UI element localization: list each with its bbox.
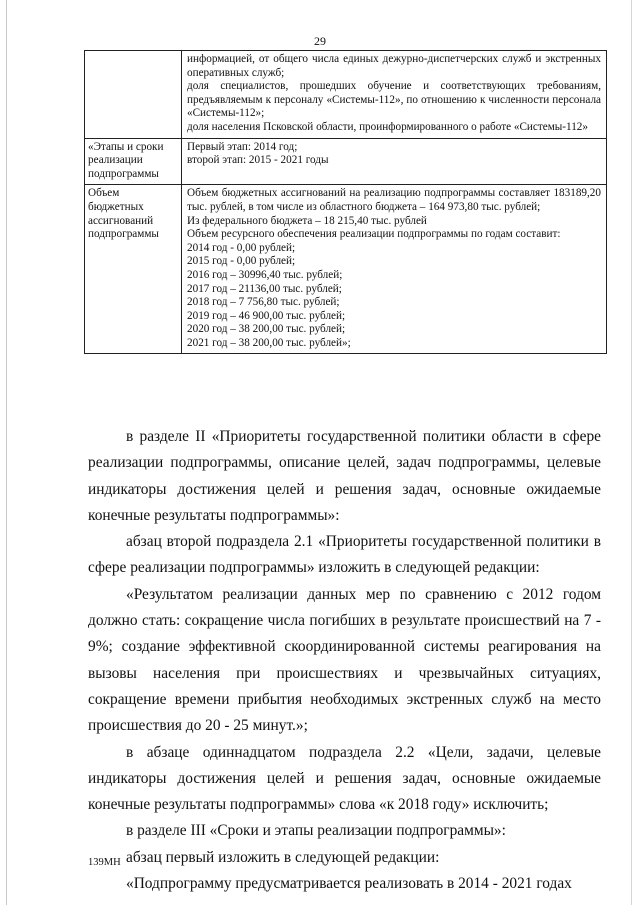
body-paragraph: в абзаце одиннадцатом подраздела 2.2 «Цели, задачи, целевые индикаторы достижения целей и решения задач, основные ожидаемые конечные результаты подпрограммы» слова «к 2018 году» исключить; [88,743,601,814]
row-label-stages: «Этапы и сроки реализации подпрограммы [85,138,182,185]
indicator-paragraph: доля населения Псковской области, проинформированного о работе «Системы-112» [187,120,588,133]
row-content [182,185,607,354]
document-code: 139МН [88,857,121,868]
row-label [85,51,182,139]
year-line: 2018 год – 7 756,80 тыс. рублей; [187,296,340,309]
year-line: 2015 год - 0,00 рублей; [187,255,296,268]
budget-intro: Объем бюджетных ассигнований на реализацию подпрограммы составляет 183189,20 тыс. рублей, в том числе из областного бюджета – 164 973,80 тыс. рублей; [187,187,601,213]
row-content [182,138,607,185]
indicator-paragraph: информацией, от общего числа единых дежурно-диспетчерских служб и экстренных оперативных служб; [187,53,601,79]
table-row [85,51,607,139]
document-body [88,424,601,897]
resource-intro: Объем ресурсного обеспечения реализации подпрограммы по годам составит: [187,228,561,241]
body-paragraph: абзац второй подраздела 2.1 «Приоритеты государственной политики в сфере реализации подпрограммы» изложить в следующей редакции: [88,533,601,577]
body-paragraph: в разделе II «Приоритеты государственной политики области в сфере реализации подпрограммы, описание целей, задач подпрограммы, целевые индикаторы достижения целей и решения задач, основные ожидаемые конечные результаты подпрограммы»: [88,428,601,524]
table-row [85,185,607,354]
year-line: 2017 год – 21136,00 тыс. рублей; [187,282,342,295]
year-line: 2019 год – 46 900,00 тыс. рублей; [187,309,346,322]
indicator-paragraph: доля специалистов, прошедших обучение и соответствующих требованиям, предъявляемым к персоналу «Системы-112», по отношению к численности персонала «Системы-112»; [187,80,601,120]
year-line: 2016 год – 30996,40 тыс. рублей; [187,268,343,281]
body-paragraph: в разделе III «Сроки и этапы реализации подпрограммы»: [126,822,506,840]
year-line: 2020 год – 38 200,00 тыс. рублей; [187,323,346,336]
row-label-budget: Объем бюджетных ассигнований подпрограммы [85,185,182,354]
body-paragraph: абзац первый изложить в следующей редакции: [126,848,440,866]
stage-line: Первый этап: 2014 год; [187,140,298,153]
year-line: 2014 год - 0,00 рублей; [187,241,296,254]
stage-line: второй этап: 2015 - 2021 годы [187,154,329,167]
page-number: 29 [314,34,326,48]
table-row [85,138,607,185]
body-paragraph: «Результатом реализации данных мер по сравнению с 2012 годом должно стать: сокращение числа погибших в результате происшествий на 7 - 9%; создание эффективной скоординированной системы реагирования на вызовы населения при происшествиях и чрезвычайных ситуациях, сокращение времени прибытия необходимых экстренных служб на место происшествия до 20 - 25 минут.»; [88,585,601,735]
scan-edge-left [6,0,7,905]
subprogram-passport-table [84,50,607,354]
row-content [182,51,607,139]
scan-edge-right [631,0,632,905]
body-paragraph: «Подпрограмму предусматривается реализовать в 2014 - 2021 годах [126,875,572,893]
federal-budget: Из федерального бюджета – 18 215,40 тыс. рублей [187,214,427,227]
year-line: 2021 год – 38 200,00 тыс. рублей»; [187,336,351,349]
